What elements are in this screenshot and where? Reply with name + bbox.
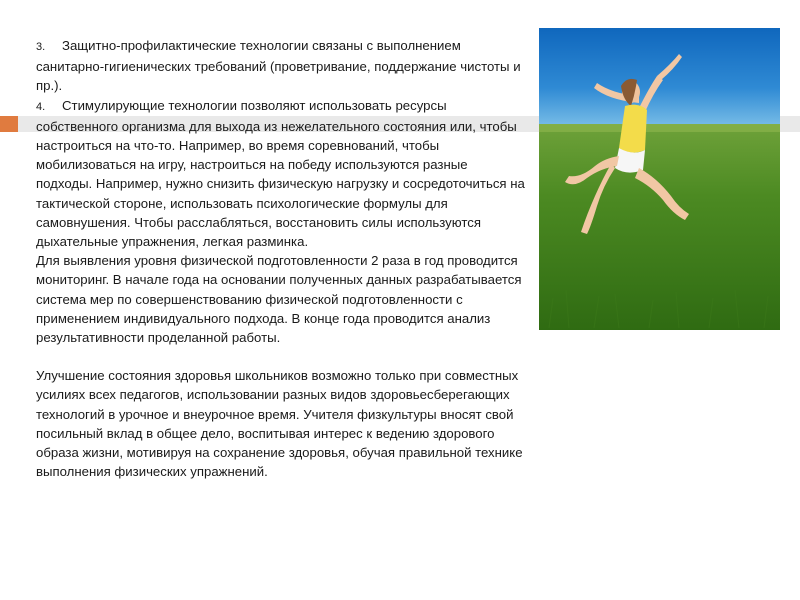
- jumping-woman-photo: [539, 28, 780, 330]
- list-item-number: 4.: [36, 100, 46, 113]
- list-item-number: 3.: [36, 41, 46, 53]
- paragraph-gap: [36, 347, 526, 366]
- paragraph-conclusion: Улучшение состояния здоровья школьников возможно только при совместных усилиях всех педагогов, использовании разных видов здоровьесберегающих технологий в урочное и внеурочное время. Учителя физкультуры вносят свой посильный вклад в общее дело, воспитывая интерес к ведению здорового образа жизни, мотивируя на сохранение здоровья, обучая правильной технике выполнения физических упражнений.: [36, 368, 523, 480]
- paragraph-monitoring: Для выявления уровня физической подготовленности 2 раза в год проводится мониторинг. В начале года на основании полученных данных разрабатывается система мер по совершенствованию физической подготовленности с применением индивидуального подхода. В конце года проводится анализ результативности проделанной работы.: [36, 253, 522, 346]
- list-item-4: [36, 96, 526, 252]
- body-text: [36, 36, 526, 481]
- list-item-3: [36, 36, 526, 96]
- list-item-text: Защитно-профилактические технологии связаны с выполнением санитарно-гигиенических требований (проветривание, поддержание чистоты и пр.).: [36, 38, 521, 94]
- accent-marker: [0, 116, 18, 132]
- list-item-text: Стимулирующие технологии позволяют использовать ресурсы собственного организма для выхода из нежелательного состояния или, чтобы настроиться на что-то. Например, во время соревнований, чтобы мобилизоваться на игру, настроиться на победу используются разные подходы. Например, нужно снизить физическую нагрузку и сосредоточиться на тактической стороне, использовать психологические формулы для самовнушения. Чтобы расслабляться, восстановить силы используются дыхательные упражнения, легкая разминка.: [36, 97, 525, 250]
